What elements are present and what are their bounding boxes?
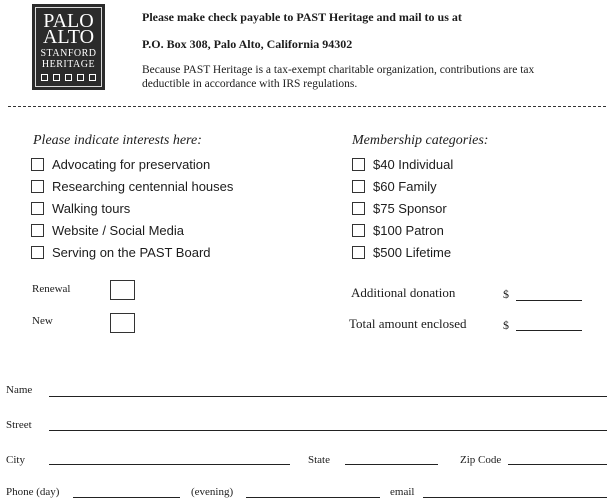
interest-checkbox[interactable]	[31, 202, 44, 215]
new-member-checkbox[interactable]	[110, 313, 135, 333]
interest-checkbox[interactable]	[31, 158, 44, 171]
additional-donation-currency: $	[503, 287, 509, 301]
membership-list	[352, 153, 453, 263]
payable-instruction: Please make check payable to PAST Heritage and mail to us at	[142, 10, 462, 24]
phone-evening-field[interactable]	[246, 497, 380, 498]
total-amount-currency: $	[503, 318, 509, 332]
logo-line-palo: PALO	[43, 10, 94, 32]
email-label: email	[390, 486, 415, 498]
street-field[interactable]	[49, 430, 607, 431]
zip-code-label: Zip Code	[460, 454, 502, 466]
logo-tile-icons	[41, 74, 96, 83]
membership-item[interactable]	[352, 153, 453, 175]
additional-donation-field[interactable]	[516, 300, 582, 301]
membership-item[interactable]	[352, 175, 453, 197]
membership-item[interactable]	[352, 219, 453, 241]
state-label: State	[308, 454, 330, 466]
cut-line-divider	[8, 106, 606, 107]
name-field[interactable]	[49, 396, 607, 397]
street-label: Street	[6, 419, 32, 431]
membership-label: $40 Individual	[373, 156, 454, 172]
total-amount-label: Total amount enclosed	[349, 316, 467, 331]
renewal-checkbox[interactable]	[110, 280, 135, 300]
interest-label: Researching centennial houses	[52, 178, 234, 194]
membership-label: $100 Patron	[373, 222, 444, 238]
additional-donation-label: Additional donation	[351, 285, 456, 300]
interest-item[interactable]	[31, 197, 233, 219]
phone-day-label: Phone (day)	[6, 486, 60, 498]
membership-heading: Membership categories:	[352, 133, 489, 148]
interest-checkbox[interactable]	[31, 224, 44, 237]
email-field[interactable]	[423, 497, 607, 498]
interest-item[interactable]	[31, 219, 233, 241]
zip-code-field[interactable]	[508, 464, 607, 465]
interest-item[interactable]	[31, 153, 233, 175]
state-field[interactable]	[345, 464, 438, 465]
new-label: New	[32, 315, 53, 327]
interests-heading: Please indicate interests here:	[33, 133, 202, 148]
logo-line-heritage: HERITAGE	[41, 59, 96, 70]
logo-line-alto: ALTO	[42, 26, 95, 48]
phone-day-field[interactable]	[73, 497, 180, 498]
total-amount-field[interactable]	[516, 330, 582, 331]
membership-checkbox[interactable]	[352, 202, 365, 215]
mailing-address: P.O. Box 308, Palo Alto, California 94302	[142, 37, 353, 51]
membership-checkbox[interactable]	[352, 158, 365, 171]
membership-label: $60 Family	[373, 178, 437, 194]
tax-deductible-note: Because PAST Heritage is a tax-exempt charitable organization, contributions are tax deductible in accordance with IRS regulations.	[142, 64, 535, 90]
interest-label: Serving on the PAST Board	[52, 244, 211, 260]
membership-checkbox[interactable]	[352, 180, 365, 193]
interest-checkbox[interactable]	[31, 246, 44, 259]
membership-checkbox[interactable]	[352, 224, 365, 237]
renewal-label: Renewal	[32, 283, 71, 295]
city-label: City	[6, 454, 25, 466]
interest-checkbox[interactable]	[31, 180, 44, 193]
membership-item[interactable]	[352, 241, 453, 263]
interest-label: Walking tours	[52, 200, 131, 216]
logo-line-stanford: STANFORD	[40, 48, 97, 59]
interest-item[interactable]	[31, 175, 233, 197]
interests-list	[31, 153, 233, 263]
membership-label: $75 Sponsor	[373, 200, 447, 216]
city-field[interactable]	[49, 464, 290, 465]
phone-evening-label: (evening)	[191, 486, 234, 498]
interest-label: Website / Social Media	[52, 222, 184, 238]
palo-alto-stanford-heritage-logo	[32, 4, 105, 90]
name-label: Name	[6, 384, 33, 396]
membership-label: $500 Lifetime	[373, 244, 452, 260]
membership-checkbox[interactable]	[352, 246, 365, 259]
interest-item[interactable]	[31, 241, 233, 263]
membership-item[interactable]	[352, 197, 453, 219]
interest-label: Advocating for preservation	[52, 156, 211, 172]
